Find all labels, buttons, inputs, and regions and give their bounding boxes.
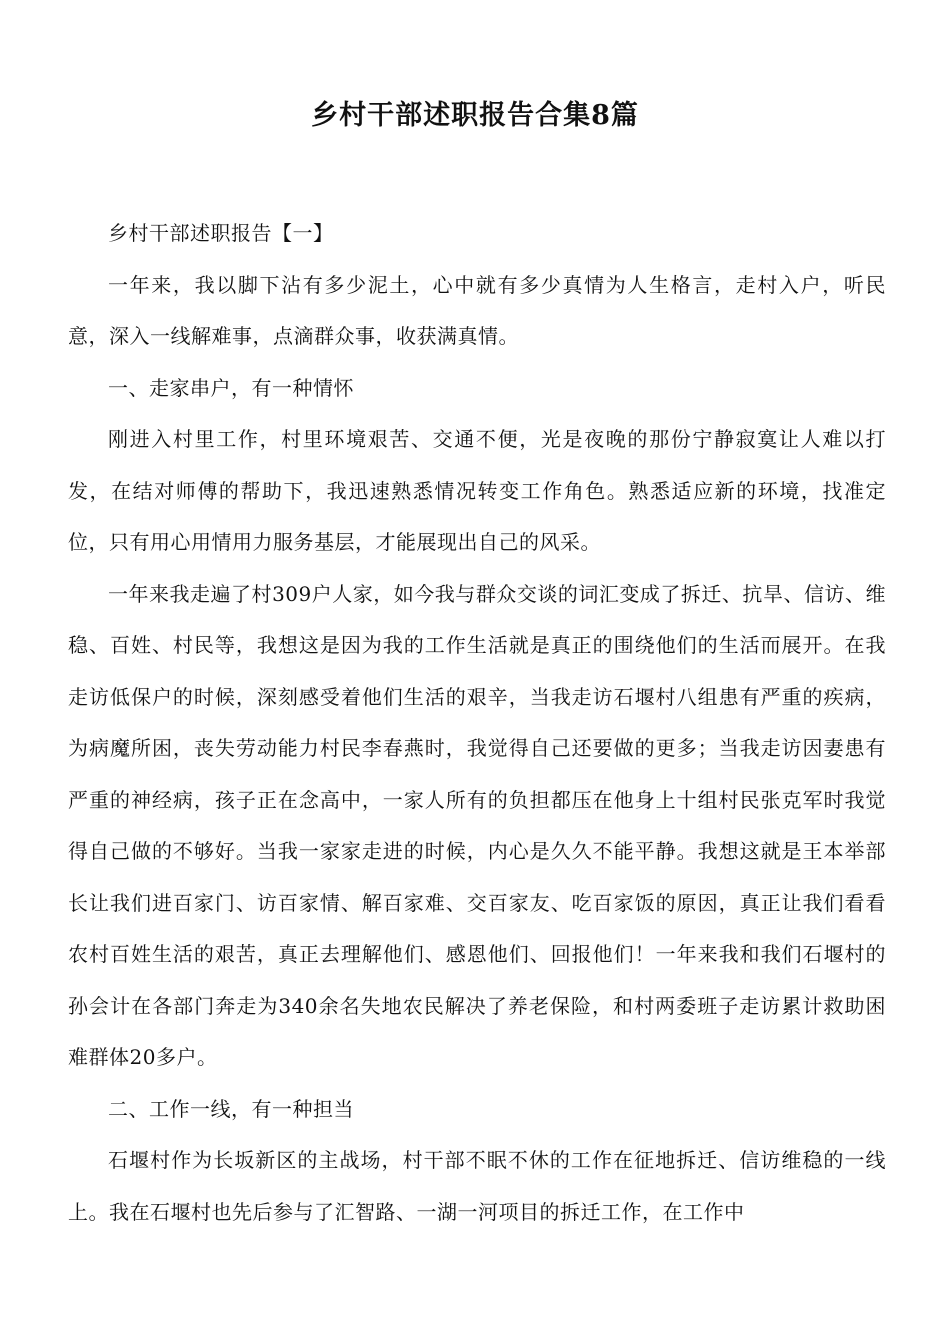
paragraph-section-heading: 乡村干部述职报告【一】 <box>108 221 334 245</box>
paragraph: 一年来我走遍了村309户人家，如今我与群众交谈的词汇变成了拆迁、抗旱、信访、维稳、百姓、村民等，我想这是因为我的工作生活就是真正的围绕他们的生活而展开。在我走访低保户的时候，深刻感受着他们生活的艰辛，当我走访石堰村八组患有严重的疾病，为病魔所困，丧失劳动能力村民李春燕时，我觉得自己还要做的更多；当我走访因妻患有严重的神经病，孩子正在念高中，一家人所有的负担都压在他身上十组村民张克军时我觉得自己做的不够好。当我一家家走进的时候，内心是久久不能平静。我想这就是王本举部长让我们进百家门、访百家情、解百家难、交百家友、吃百家饭的原因，真正让我们看看农村百姓生活的艰苦，真正去理解他们、感恩他们、回报他们！一年来我和我们石堰村的孙会计在各部门奔走为340余名失地农民解决了养老保险，和村两委班子走访累计救助困难群体20多户。 <box>68 581 886 1069</box>
paragraph-subheading: 二、工作一线，有一种担当 <box>108 1096 354 1121</box>
document-title: 乡村干部述职报告合集8篇 <box>311 100 639 131</box>
paragraph: 石堰村作为长坂新区的主战场，村干部不眠不休的工作在征地拆迁、信访维稳的一线上。我在石堰村也先后参与了汇智路、一湖一河项目的拆迁工作，在工作中 <box>68 1148 886 1224</box>
paragraph: 一年来，我以脚下沾有多少泥土，心中就有多少真情为人生格言，走村入户，听民意，深入一线解难事，点滴群众事，收获满真情。 <box>68 272 886 348</box>
document-body <box>68 208 886 1238</box>
paragraph-subheading: 一、走家串户，有一种情怀 <box>108 375 354 400</box>
paragraph: 刚进入村里工作，村里环境艰苦、交通不便，光是夜晚的那份宁静寂寞让人难以打发，在结对师傅的帮助下，我迅速熟悉情况转变工作角色。熟悉适应新的环境，找准定位，只有用心用情用力服务基层，才能展现出自己的风采。 <box>68 427 886 554</box>
